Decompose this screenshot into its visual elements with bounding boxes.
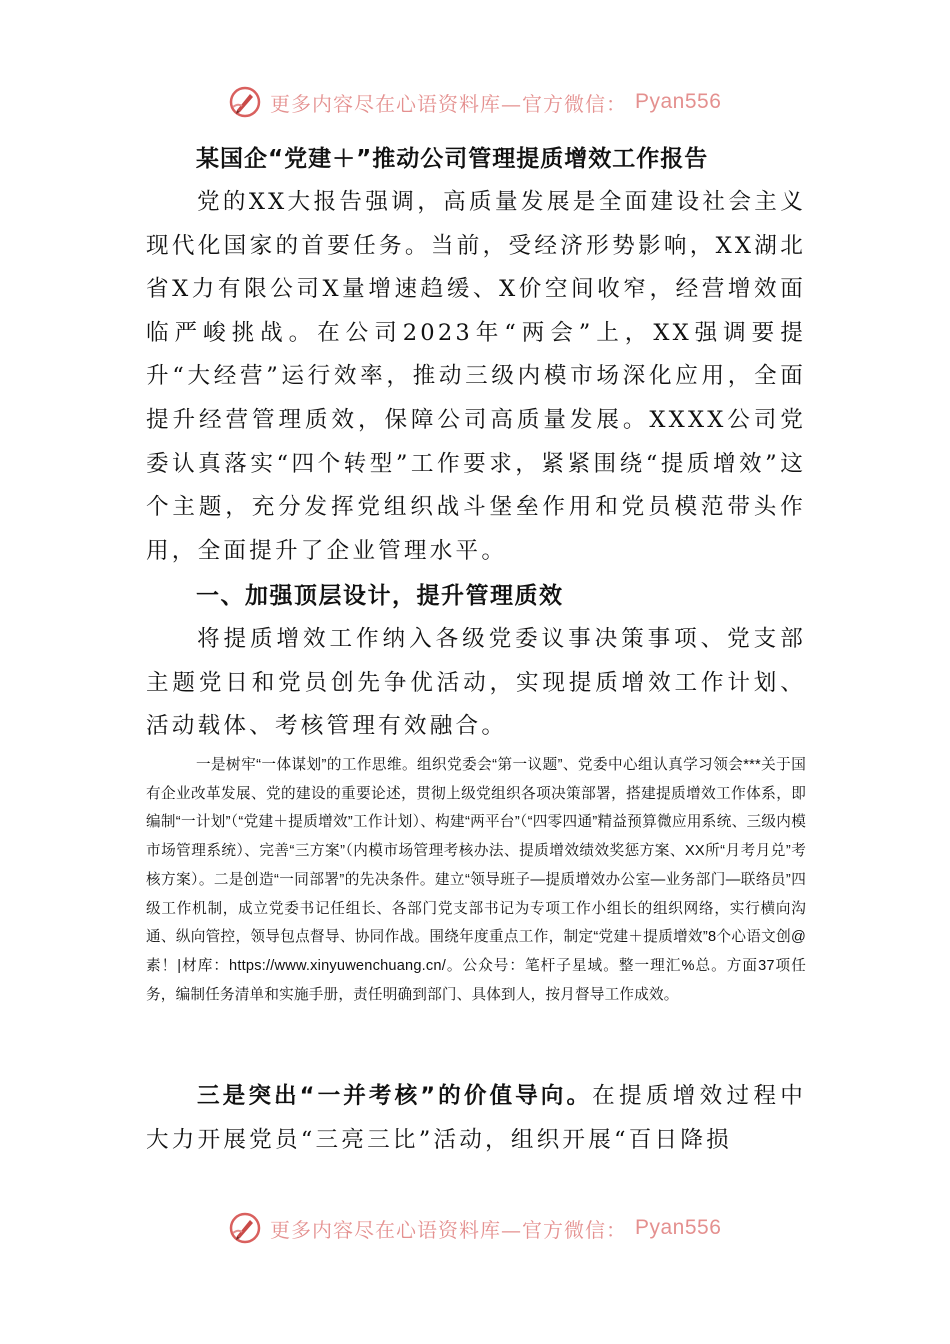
banner-wechat-id: Pyan556 xyxy=(635,1216,722,1239)
banner-text: 更多内容尽在心语资料库—官方微信： xyxy=(270,1217,627,1242)
footer-banner[interactable] xyxy=(228,1208,721,1248)
intro-paragraph: 党的XX大报告强调，高质量发展是全面建设社会主义现代化国家的首要任务。当前，受经济形势影响，XX湖北省X力有限公司X量增速趋缓、X价空间收窄，经营增效面临严峻挑战。在公司2023年“两会”上，XX强调要提升“大经营”运行效率，推动三级内模市场深化应用，全面提升经营管理质效，保障公司高质量发展。XXXX公司党委认真落实“四个转型”工作要求，紧紧围绕“提质增效”这个主题，充分发挥党组织战斗堡垒作用和党员模范带头作用，全面提升了企业管理水平。 xyxy=(146,189,806,564)
banner-wechat-id: Pyan556 xyxy=(635,90,722,113)
detail-paragraph: 一是树牢“一体谋划”的工作思维。组织党委会“第一议题”、党委中心组认真学习领会***关于国有企业改革发展、党的建设的重要论述，贯彻上级党组织各项决策部署，搭建提质增效工作体系，即编制“一计划”（“党建＋提质增效”工作计划）、构建“两平台”（“四零四通”精益预算微应用系统、三级内模市场管理系统）、完善“三方案”（内模市场管理考核办法、提质增效绩效奖惩方案、XX所“月考月兑”考核方案）。二是创造“一同部署”的先决条件。建立“领导班子—提质增效办公室—业务部门—联络员”四级工作机制，成立党委书记任组长、各部门党支部书记为专项工作小组长的组织网络，实行横向沟通、纵向管控，领导包点督导、协同作战。围绕年度重点工作，制定“党建＋提质增效”8个心语文创@素！|材库：https://www.xinyuwenchuang.cn/。公众号：笔杆子星域。整一理汇%总。方面37项任务，编制任务清单和实施手册，责任明确到部门、具体到人，按月督导工作成效。 xyxy=(146,757,806,1003)
banner-text: 更多内容尽在心语资料库—官方微信： xyxy=(270,91,627,116)
pen-logo-icon xyxy=(228,85,262,119)
document-title: 某国企“党建＋”推动公司管理提质增效工作报告 xyxy=(196,146,709,172)
point-3-paragraph xyxy=(146,1075,806,1162)
pen-logo-icon xyxy=(228,1211,262,1245)
point-3-lead: 三是突出“一并考核”的价值导向。 xyxy=(197,1083,593,1109)
section-1-paragraph: 将提质增效工作纳入各级党委议事决策事项、党支部主题党日和党员创先争优活动，实现提质增效工作计划、活动载体、考核管理有效融合。 xyxy=(146,626,806,740)
point-3-text: 在提质增效过程中大力开展党员“三亮三比”活动，组织开展“百日降损 xyxy=(146,1083,807,1153)
section-heading-1: 一、加强顶层设计，提升管理质效 xyxy=(196,583,564,609)
header-banner[interactable] xyxy=(228,82,721,122)
